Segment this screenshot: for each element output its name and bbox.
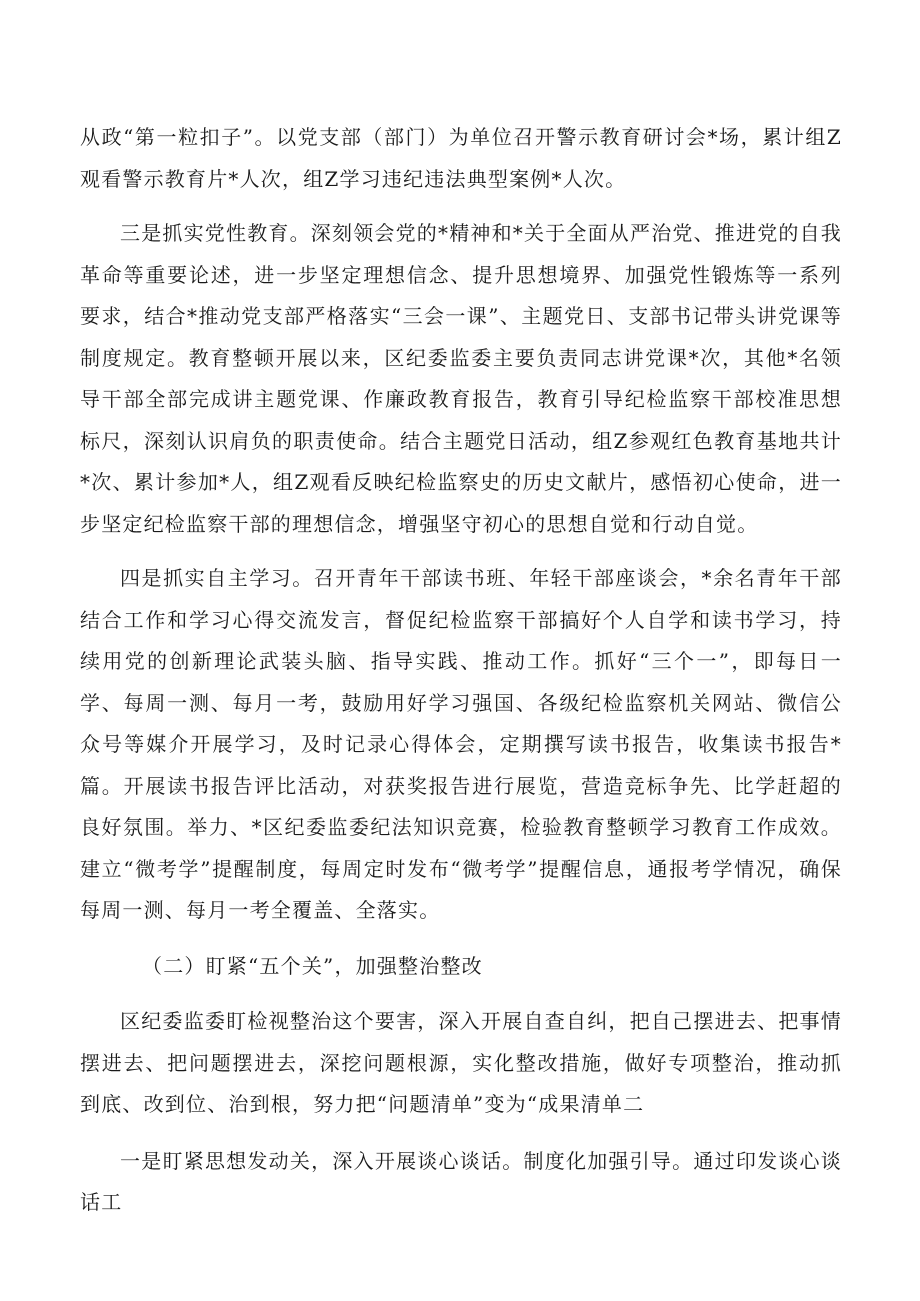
paragraph-party-spirit-education: 三是抓实党性教育。深刻领会党的*精神和*关于全面从严治党、推进党的自我革命等重要论述，进一步坚定理想信念、提升思想境界、加强党性锻炼等一系列要求，结合*推动党支部严格落实“三会一课”、主题党日、支部书记带头讲党课等制度规定。教育整顿开展以来，区纪委监委主要负责同志讲党课*次，其他*名领导干部全部完成讲主题党课、作廉政教育报告，教育引导纪检监察干部校准思想标尺，深刻认识肩负的职责使命。结合主题党日活动，组Z参观红色教育基地共计*次、累计参加*人，组Z观看反映纪检监察史的历史文献片，感悟初心使命，进一步坚定纪检监察干部的理想信念，增强坚守初心的思想自觉和行动自觉。 [80, 221, 842, 536]
paragraph-ideological-mobilization: 一是盯紧思想发动关，深入开展谈心谈话。制度化加强引导。通过印发谈心谈话工 [80, 1148, 842, 1214]
paragraph-continuation: 从政“第一粒扣子”。以党支部（部门）为单位召开警示教育研讨会*场，累计组Z观看警示教育片*人次，组Z学习违纪违法典型案例*人次。 [80, 125, 842, 191]
document-body [80, 117, 842, 1224]
paragraph-self-study: 四是抓实自主学习。召开青年干部读书班、年轻干部座谈会，*余名青年干部结合工作和学习心得交流发言，督促纪检监察干部搞好个人自学和读书学习，持续用党的创新理论武装头脑、指导实践、推动工作。抓好“三个一”，即每日一学、每周一测、每月一考，鼓励用好学习强国、各级纪检监察机关网站、微信公众号等媒介开展学习，及时记录心得体会，定期撰写读书报告，收集读书报告*篇。开展读书报告评比活动，对获奖报告进行展览，营造竞标争先、比学赶超的良好氛围。举力、*区纪委监委纪法知识竞赛，检验教育整顿学习教育工作成效。建立“微考学”提醒制度，每周定时发布“微考学”提醒信息，通报考学情况，确保每周一测、每月一考全覆盖、全落实。 [80, 566, 842, 922]
paragraph-rectification-intro: 区纪委监委盯检视整治这个要害，深入开展自查自纠，把自己摆进去、把事情摆进去、把问题摆进去，深挖问题根源，实化整改措施，做好专项整治，推动抓到底、改到位、治到根，努力把“问题清单”变为“成果清单二 [80, 1009, 842, 1116]
section-heading: （二）盯紧“五个关”，加强整治整改 [142, 953, 483, 978]
